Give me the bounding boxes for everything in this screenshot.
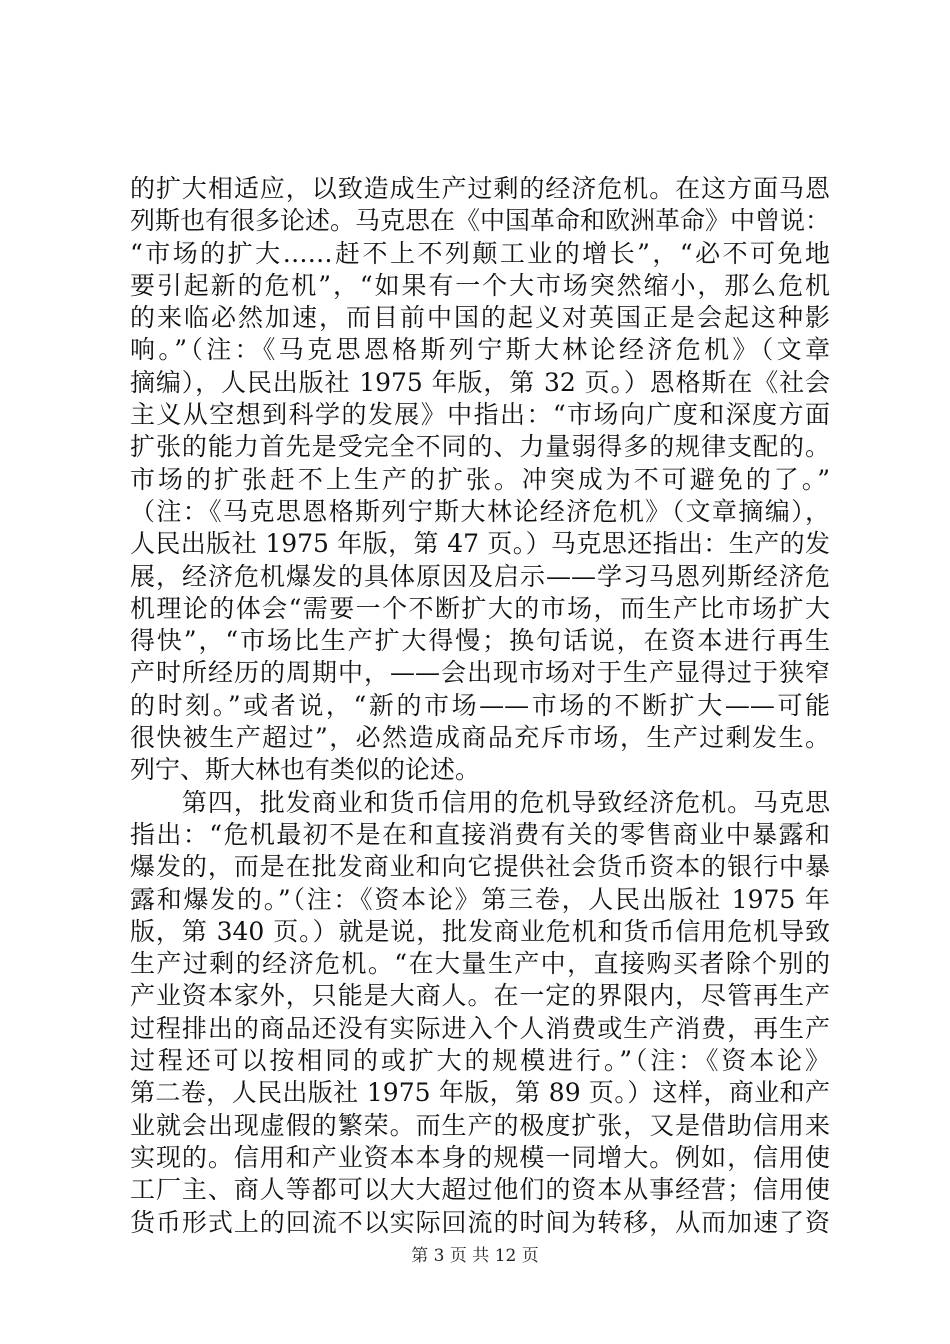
text-line: 很快被生产超过”，必然造成商品充斥市场，生产过剩发生。: [130, 723, 830, 753]
text-line: 生产过剩的经济危机。“在大量生产中，直接购买者除个别的: [130, 949, 830, 979]
text-line: 实现的。信用和产业资本本身的规模一同增大。例如，信用使: [130, 1142, 830, 1172]
text-line: （注：《马克思恩格斯列宁斯大林论经济危机》（文章摘编），: [130, 496, 830, 526]
text-line: 响。”（注：《马克思恩格斯列宁斯大林论经济危机》（文章: [130, 335, 830, 365]
paragraph-end-line: 列宁、斯大林也有类似的论述。: [130, 755, 481, 785]
text-line: 露和爆发的。”（注：《资本论》第三卷，人民出版社 1975 年: [130, 884, 830, 914]
text-line: 第二卷，人民出版社 1975 年版，第 89 页。）这样，商业和产: [130, 1078, 830, 1108]
text-line: 产时所经历的周期中，——会出现市场对于生产显得过于狭窄: [130, 658, 830, 688]
text-line: 货币形式上的回流不以实际回流的时间为转移，从而加速了资: [130, 1207, 830, 1237]
text-line: 要引起新的危机”，“如果有一个大市场突然缩小，那么危机: [130, 270, 830, 300]
text-line: 得快”，“市场比生产扩大得慢；换句话说，在资本进行再生: [130, 626, 830, 656]
text-line: 的扩大相适应，以致造成生产过剩的经济危机。在这方面马恩: [130, 174, 830, 203]
text-line: 人民出版社 1975 年版，第 47 页。）马克思还指出：生产的发: [130, 529, 830, 559]
text-line: 版，第 340 页。）就是说，批发商业危机和货币信用危机导致: [130, 916, 830, 946]
text-line: 市场的扩张赶不上生产的扩张。冲突成为不可避免的了。”: [130, 464, 830, 494]
text-line: 产业资本家外，只能是大商人。在一定的界限内，尽管再生产: [130, 981, 830, 1011]
text-line: 摘编），人民出版社 1975 年版，第 32 页。）恩格斯在《社会: [130, 367, 830, 397]
text-line: 主义从空想到科学的发展》中指出：“市场向广度和深度方面: [130, 400, 830, 430]
text-line: 过程还可以按相同的或扩大的规模进行。”（注：《资本论》: [130, 1046, 830, 1076]
page-footer: 第 3 页 共 12 页: [411, 1246, 539, 1266]
text-line: 的时刻。”或者说，“新的市场——市场的不断扩大——可能: [130, 690, 830, 720]
text-line: 列斯也有很多论述。马克思在《中国革命和欧洲革命》中曾说：: [130, 206, 831, 236]
text-line: 展，经济危机爆发的具体原因及启示——学习马恩列斯经济危: [130, 561, 830, 591]
text-line: 扩张的能力首先是受完全不同的、力量弱得多的规律支配的。: [130, 432, 830, 462]
text-line: 过程排出的商品还没有实际进入个人消费或生产消费，再生产: [130, 1013, 830, 1043]
text-line: 机理论的体会“需要一个不断扩大的市场，而生产比市场扩大: [130, 593, 830, 623]
text-line: 的来临必然加速，而目前中国的起义对英国正是会起这种影: [130, 303, 830, 333]
text-line: “市场的扩大……赶不上不列颠工业的增长”，“必不可免地: [130, 238, 830, 268]
text-line: 爆发的，而是在批发商业和向它提供社会货币资本的银行中暴: [130, 852, 830, 882]
text-line: 工厂主、商人等都可以大大超过他们的资本从事经营；信用使: [130, 1175, 830, 1205]
paragraph-start-line: 第四，批发商业和货币信用的危机导致经济危机。马克思: [130, 787, 830, 817]
text-line: 业就会出现虚假的繁荣。而生产的极度扩张，又是借助信用来: [130, 1110, 830, 1140]
body-text: [130, 173, 830, 1239]
text-line: 指出：“危机最初不是在和直接消费有关的零售商业中暴露和: [130, 819, 830, 849]
